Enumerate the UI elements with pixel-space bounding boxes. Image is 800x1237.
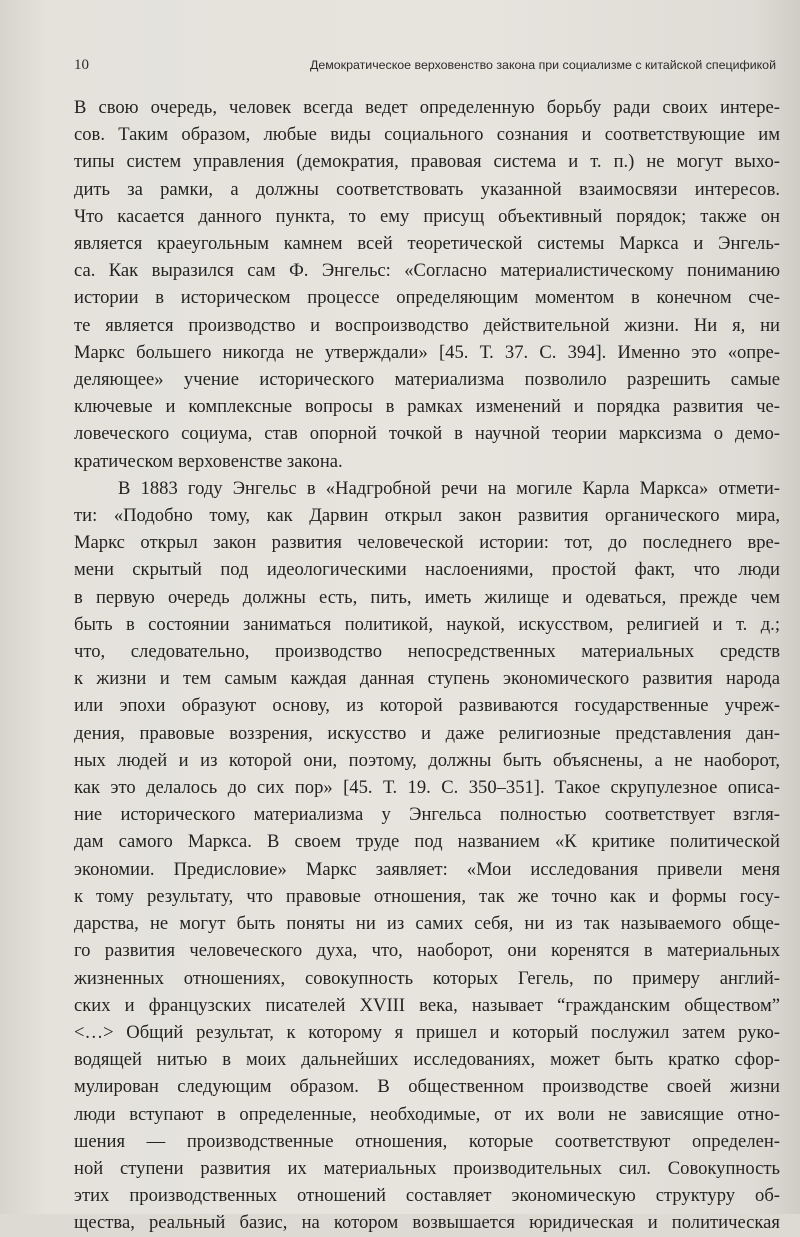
text-line: са. Как выразился сам Ф. Энгельс: «Согласно материалистическому пониманию	[74, 260, 780, 282]
text-line: кратическом верховенстве закона.	[74, 450, 343, 472]
text-line: Маркс открыл закон развития человеческой истории: тот, до последнего вре-	[74, 532, 780, 554]
page-header	[74, 57, 776, 81]
text-line: дения, правовые воззрения, искусство и даже религиозные представления дан-	[74, 722, 780, 744]
text-line: Маркс большего никогда не утверждали» [45. Т. 37. С. 394]. Именно это «опре-	[74, 341, 780, 363]
text-line: В свою очередь, человек всегда ведет определенную борьбу ради своих интере-	[74, 97, 780, 118]
text-line: к жизни и тем самым каждая данная ступень экономического развития народа	[74, 668, 780, 690]
text-line: ключевые и комплексные вопросы в рамках изменений и порядка развития че-	[74, 396, 780, 418]
text-line: Что касается данного пункта, то ему присущ объективный порядок; также он	[74, 205, 780, 227]
paragraph-1	[74, 94, 780, 475]
page-number: 10	[74, 57, 89, 73]
text-line: жизненных отношениях, совокупность которых Гегель, по примеру англий-	[74, 967, 780, 989]
text-line: быть в состоянии заниматься политикой, наукой, искусством, религией и т. д.;	[74, 613, 780, 635]
body-text	[74, 94, 780, 1237]
text-line: щества, реальный базис, на котором возвышается юридическая и политическая	[74, 1212, 780, 1234]
text-line: в первую очередь должны есть, пить, иметь жилище и одеваться, прежде чем	[74, 586, 780, 608]
text-line: деляющее» учение исторического материализма позволило разрешить самые	[74, 369, 780, 391]
text-line: мени скрытый под идеологическими наслоениями, простой факт, что люди	[74, 559, 780, 581]
text-line: сов. Таким образом, любые виды социального сознания и соответствующие им	[74, 124, 780, 146]
text-line: шения — производственные отношения, которые соответствуют определен-	[74, 1130, 780, 1152]
text-line: ных людей и из которой они, поэтому, должны быть объяснены, а не наоборот,	[74, 749, 780, 771]
text-line: ной ступени развития их материальных производительных сил. Совокупность	[74, 1157, 780, 1179]
text-line: или эпохи образуют основу, из которой развиваются государственные учреж-	[74, 695, 780, 717]
text-line: этих производственных отношений составляет экономическую структуру об-	[74, 1185, 780, 1207]
text-line: ловеческого социума, став опорной точкой в научной теории марксизма о демо-	[74, 423, 780, 445]
text-line: водящей нитью в моих дальнейших исследованиях, может быть кратко сфор-	[74, 1049, 780, 1071]
text-line: дить за рамки, а должны соответствовать указанной взаимосвязи интересов.	[74, 178, 780, 200]
text-line: те является производство и воспроизводство действительной жизни. Ни я, ни	[74, 314, 780, 336]
running-title: Демократическое верховенство закона при социализме с китайской спецификой	[309, 58, 776, 72]
text-line: люди вступают в определенные, необходимые, от их воли не зависящие отно-	[74, 1103, 780, 1125]
text-line: дам самого Маркса. В своем труде под названием «К критике политической	[74, 831, 780, 853]
text-line: что, следовательно, производство непосредственных материальных средств	[74, 641, 780, 663]
text-line: мулирован следующим образом. В общественном производстве своей жизни	[74, 1076, 780, 1098]
text-line: дарства, не могут быть поняты ни из самих себя, ни из так называемого обще-	[74, 913, 780, 935]
text-line: типы систем управления (демократия, правовая система и т. п.) не могут выхо-	[74, 151, 780, 173]
text-line: к тому результату, что правовые отношения, так же точно как и формы госу-	[74, 885, 780, 907]
text-line: истории в историческом процессе определяющим моментом в конечном сче-	[74, 287, 780, 309]
text-line: го развития человеческого духа, что, наоборот, они коренятся в материальных	[74, 940, 780, 962]
text-line: ти: «Подобно тому, как Дарвин открыл закон развития органического мира,	[74, 505, 780, 527]
text-line: как это делалось до сих пор» [45. Т. 19. С. 350–351]. Такое скрупулезное описа-	[74, 777, 780, 799]
text-line: В 1883 году Энгельс в «Надгробной речи на могиле Карла Маркса» отмети-	[118, 477, 780, 499]
text-line: <…> Общий результат, к которому я пришел и который послужил затем руко-	[74, 1021, 780, 1043]
text-line: экономии. Предисловие» Маркс заявляет: «Мои исследования привели меня	[74, 858, 780, 880]
text-line: является краеугольным камнем всей теоретической системы Маркса и Энгель-	[74, 233, 780, 255]
paragraph-2	[74, 475, 780, 1237]
text-line: ских и французских писателей XVIII века, называет “гражданским обществом”	[74, 994, 780, 1016]
text-line: ние исторического материализма у Энгельса полностью соответствует взгля-	[74, 804, 780, 826]
